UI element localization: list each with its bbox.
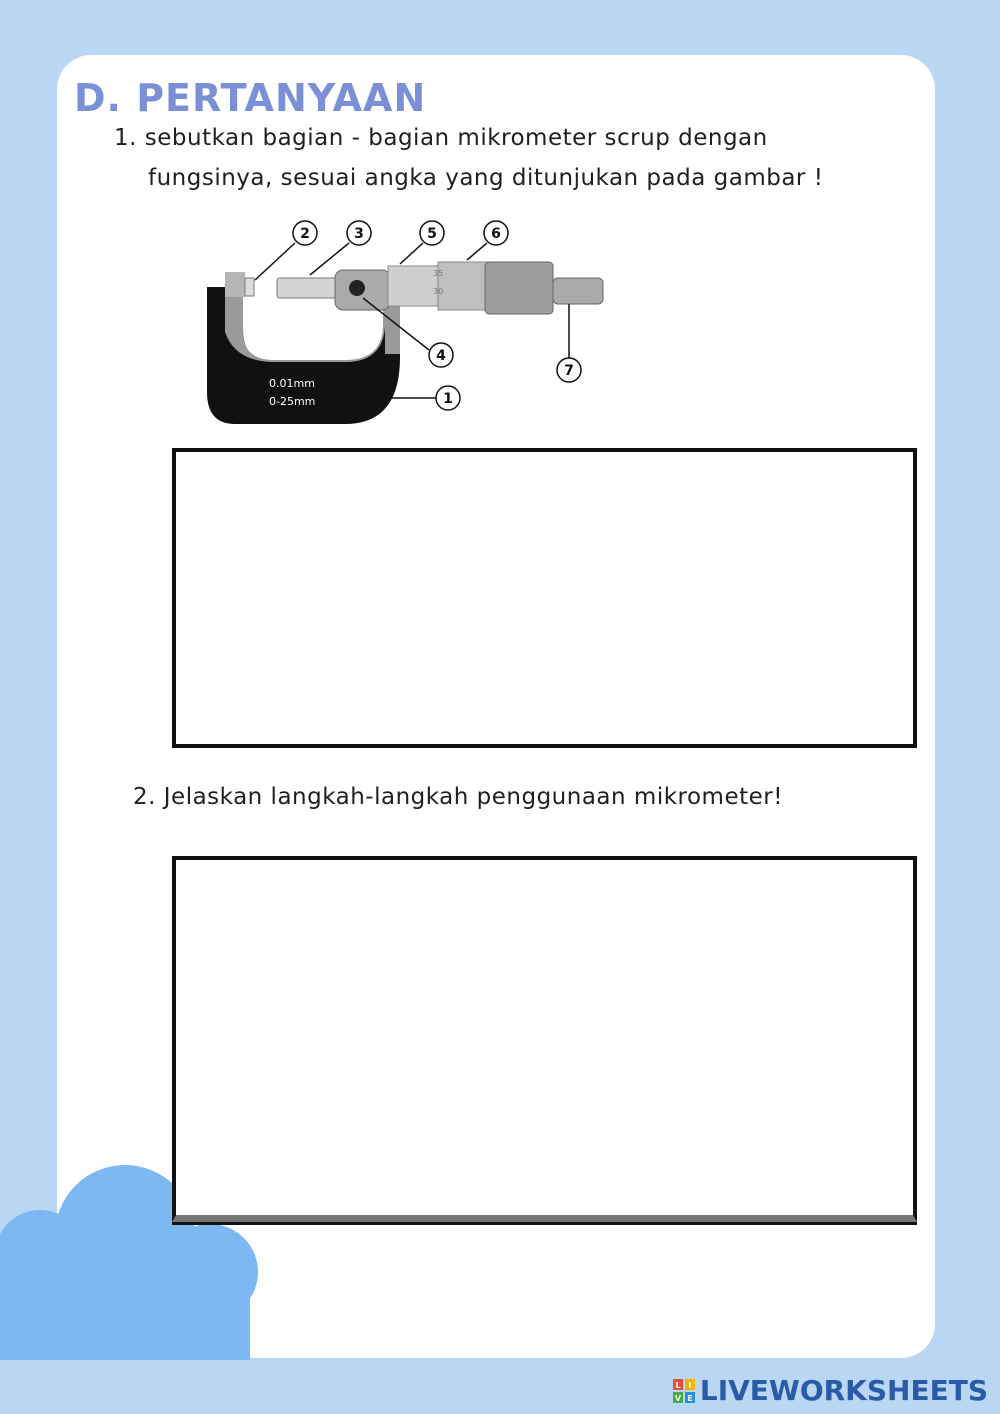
- callout-5: [400, 221, 444, 264]
- callout-6: [467, 221, 508, 260]
- thimble-mark-1: 35: [433, 269, 444, 278]
- frame-label-2: 0-25mm: [269, 395, 316, 408]
- brand-name: LIVEWORKSHEETS: [699, 1374, 988, 1407]
- thimble-grip: [485, 262, 553, 314]
- callout-1-number: 1: [443, 391, 453, 407]
- micrometer-diagram: [195, 212, 615, 432]
- thimble: [438, 262, 488, 310]
- callout-4-number: 4: [436, 348, 446, 364]
- liveworksheets-logo-icon: [672, 1378, 696, 1404]
- sleeve: [388, 266, 438, 306]
- callout-6-number: 6: [491, 226, 501, 242]
- question-2: 2. Jelaskan langkah-langkah penggunaan mikrometer!: [133, 784, 783, 810]
- logo-letter-v: V: [674, 1393, 681, 1403]
- anvil-face: [245, 278, 254, 296]
- anvil: [225, 272, 245, 297]
- section-title: D. PERTANYAAN: [74, 76, 427, 120]
- thimble-mark-2: 30: [433, 287, 444, 296]
- logo-letter-l: L: [675, 1380, 681, 1390]
- question-1-line-1: 1. sebutkan bagian - bagian mikrometer scrup dengan: [114, 125, 768, 151]
- logo-letter-i: I: [688, 1380, 692, 1390]
- question-1-line-2: fungsinya, sesuai angka yang ditunjukan pada gambar !: [148, 165, 824, 191]
- frame-label-1: 0.01mm: [269, 377, 315, 390]
- answer-box-1[interactable]: [172, 448, 917, 748]
- spindle: [277, 278, 337, 298]
- callout-3-number: 3: [354, 226, 364, 242]
- callout-7-number: 7: [564, 363, 574, 379]
- answer-box-2[interactable]: [172, 856, 917, 1222]
- callout-5-number: 5: [427, 226, 437, 242]
- ratchet: [553, 278, 603, 304]
- logo-letter-e: E: [687, 1393, 693, 1403]
- footer-brand[interactable]: [672, 1374, 988, 1407]
- lock-nut: [349, 280, 365, 296]
- callout-2-number: 2: [300, 226, 310, 242]
